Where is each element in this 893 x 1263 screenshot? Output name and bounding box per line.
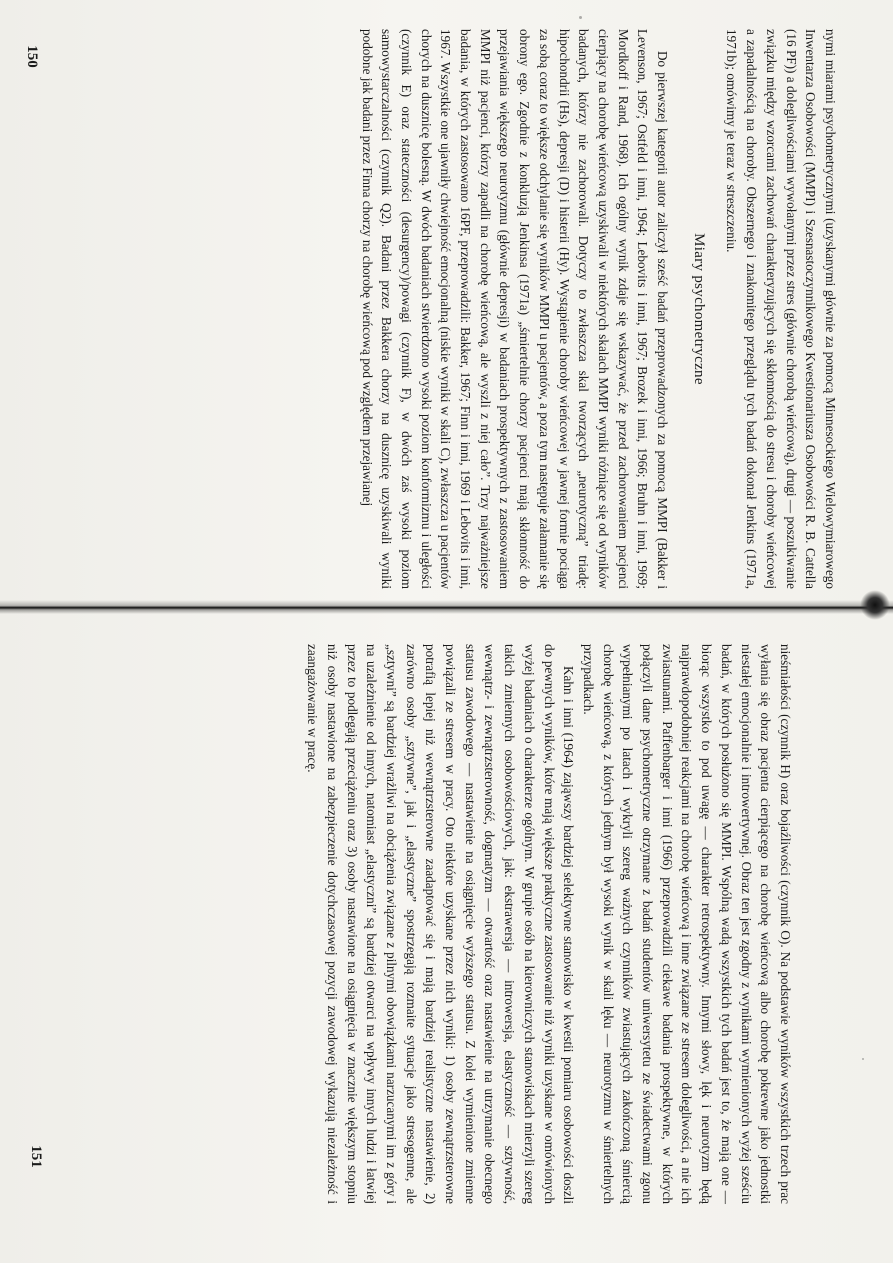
- scan-speck: [579, 16, 582, 19]
- section-title: Miary psychometryczne: [690, 233, 707, 385]
- fold-corner: [860, 590, 890, 620]
- page-fold-shadow: [0, 600, 893, 614]
- page-151: [35, 644, 795, 1204]
- page-150: [60, 29, 840, 589]
- intro-paragraph: nymi miarami psychometrycznymi (uzyskanymi głównie za pomocą Minnesockiego Wielowymiarowego Inwentarza Osobowości (MMPI) i Szesnastoczynnikowego Kwestionariusza Osobowości R. B. Cattella (16 PF)) a dolegliwościami wywołanymi przez stres (głównie chorobą wieńcową), drugi — poszukiwanie związku między wzorcami zachowań charakteryzujących się skłonnością do stresu i choroby wieńcowej a zapadalnością na choroby. Obszernego i znakomitego przeglądu tych badań dokonał Jenkins (1971a, 1971b); omówimy je teraz w streszczeniu.: [724, 29, 838, 589]
- scan-speck: [627, 1102, 630, 1105]
- scan-speck: [862, 1058, 864, 1060]
- body-paragraph: Do pierwszej kategorii autor zaliczył sześć badań przeprowadzonych za pomocą MMPI (Bakker i Levenson, 1967; Ostfeld i inni, 1964; Lebovits i inni, 1967; Brozek i inni, 1966; Bruhn i inni, 1969; Mordkoff i Rand, 1968). Ich ogólny wynik zdaje się wskazywać, że przed zachorowaniem pacjenci cierpiący na chorobę wieńcową uzyskiwali w niektórych skalach MMPI wyniki różniące się od wyników badanych, którzy nie zachorowali. Dotyczy to zwłaszcza skal tworzących „neurotyczną” triadę: hipochondrii (Hs), depresji (D) i histerii (Hy). Wystąpienie choroby wieńcowej w jawnej formie pociąga za sobą coraz to większe odchylanie się wyników MMPI u pacjentów, a poza tym następuje załamanie się obrony ego. Zgodnie z konkluzją Jenkinsa (1971a) „śmiertelnie chorzy pacjenci mają skłonność do przejawiania większego neurotyzmu (głównie depresji) w badaniach prospektywnych z zastosowaniem MMPI niż pacjenci, którzy zapadli na chorobę wieńcową, ale wyszli z niej cało”. Trzy najważniejsze badania, w których zastosowano 16PF, przeprowadzili: Bakker, 1967; Finn i inni, 1969 i Lebovits i inni, 1967. Wszystkie one ujawniły chwiejność emocjonalną (niskie wyniki w skali C), zwłaszcza u pacjentów chorych na dusznicę bolesną. W dwóch badaniach stwierdzono wysoki poziom konformizmu i uległości (czynnik E) oraz stateczności (desurgency)/powagi (czynnik F), w dwóch zaś wysoki poziom samowystarczalności (czynnik Q2). Badani przez Bakkera chorzy na dusznicę uzyskiwali wyniki podobne jak badani przez Finna chorzy na chorobę wieńcową pod względem przejawianej: [359, 29, 671, 589]
- page-number-151: 151: [27, 1145, 44, 1168]
- page-number-150: 150: [23, 45, 40, 68]
- body-paragraph: Kahn i inni (1964) zająwszy bardziej selektywne stanowisko w kwestii pomiaru osobowości doszli do pewnych wyników, które mają większe praktyczne zastosowanie niż wyniki uzyskane w omówionych wyżej badaniach o charakterze ogólnym. W grupie osób na kierowniczych stanowiskach mierzyli szereg takich zmiennych osobowościowych, jak: ekstrawersja — introwersja, elastyczność — sztywność, wewnątrz- i zewnątrzsterowność, dogmatyzm — otwartość oraz nastawienie na utrzymanie obecnego statusu zawodowego — nastawienie na osiągnięcie wyższego statusu. Z kolei wymienione zmienne powiązali ze stresem w pracy. Oto niektóre uzyskane przez nich wyniki: 1) osoby zewnątrzsterowne potrafią lepiej niż wewnątrzsterowne zaadaptować się i mają bardziej realistyczne nastawienie, 2) zarówno osoby „sztywne”, jak i „elastyczne” spostrzegają rozmaite sytuacje jako stresogenne, ale „sztywni” są bardziej wrażliwi na obciążenia związane z pilnymi obowiązkami narzucanymi im z góry i na uzależnienie od innych, natomiast „elastyczni” są bardziej otwarci na wpływy innych ludzi i łatwiej przez to podlegają przeciążeniu oraz 3) osoby nastawione na osiągnięcia w znacznie większym stopniu niż osoby nastawione na zabezpieczenie dotychczasowej pozycji zawodowej wykazują niezależność i zaangażowanie w pracę.: [305, 644, 577, 1204]
- body-paragraph: nieśmiałości (czynnik H) oraz bojaźliwości (czynnik O). Na podstawie wyników wszystkich trzech prac wyłania się obraz pacjenta cierpiącego na chorobę wieńcową albo chorobę pokrewne jako jednostki niestałej emocjonalnie i introwertywnej. Obraz ten jest zgodny z wynikami wymienionych wyżej sześciu badań, w których posłużono się MMPI. Wspólną wadą wszystkich tych badań jest to, że mają one — biorąc wszystko to pod uwagę — charakter retrospektywny. Innymi słowy, lęk i neurotyzm będą najprawdopodobniej reakcjami na chorobę wieńcową i inne związane ze stresem dolegliwości, a nie ich zwiastunami. Paffenbarger i inni (1966) przeprowadzili ciekawe badania prospektywne, w których połączyli dane psychometryczne otrzymane z badań studentów uniwersytetu ze świadectwami zgonu wypełnianymi po latach i wykryli szereg ważnych czynników zwiastujących zakończoną śmiercią chorobę wieńcową, z których jednym był wysoki wynik w skali lęku — neurotyzmu w śmiertelnych przypadkach.: [580, 644, 793, 1204]
